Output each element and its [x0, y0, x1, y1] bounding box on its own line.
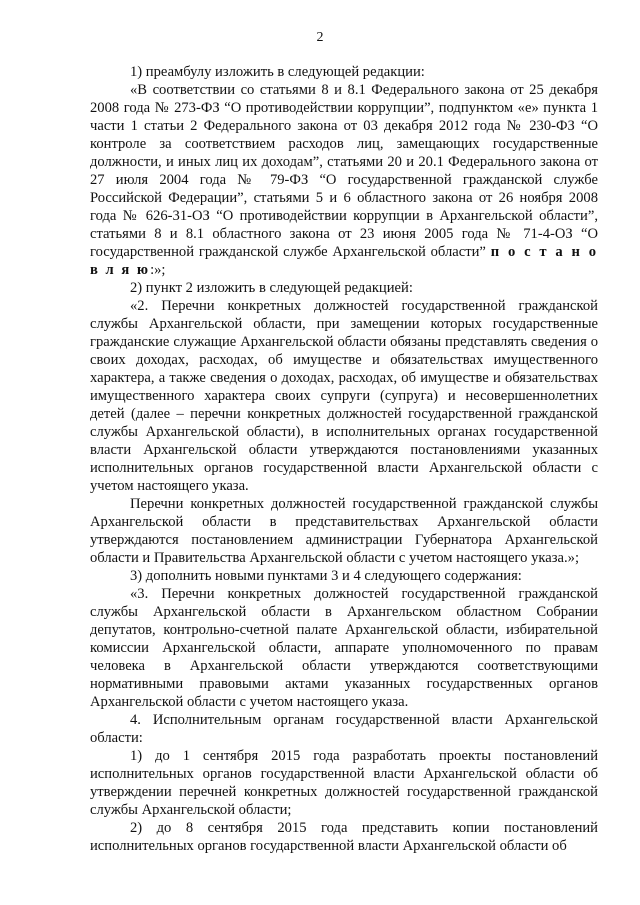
paragraph-9: 1) до 1 сентября 2015 года разработать проекты постановлений исполнительных органов государственной власти Архангельской области об утверждении перечней конкретных должностей государственной гражданской службы Архангельской области; — [90, 748, 598, 818]
decree-tail: :»; — [150, 262, 166, 278]
paragraph-3: 2) пункт 2 изложить в следующей редакцией: — [130, 280, 413, 296]
paragraph-7: «3. Перечни конкретных должностей государственной гражданской службы Архангельской области в Архангельском областном Собрании депутатов, контрольно-счетной палате Архангельской области, избирательной комиссии Архангельской области, аппарате уполномоченного по правам человека в Архангельской области утверждаются соответствующими нормативными правовыми актами указанных государственных органов Архангельской области с учетом настоящего указа. — [90, 586, 598, 710]
paragraph-1: 1) преамбулу изложить в следующей редакции: — [130, 64, 425, 80]
paragraph-4: «2. Перечни конкретных должностей государственной гражданской службы Архангельской области, при замещении которых государственные гражданские служащие Архангельской области обязаны представлять сведения о своих доходах, расходах, об имуществе и обязательствах имущественного характера, а также сведения о доходах, расходах, об имуществе и обязательствах имущественного характера своих супруги (супруга) и несовершеннолетних детей (далее – перечни конкретных должностей государственной гражданской службы Архангельской области), в исполнительных органах государственной власти Архангельской области утверждаются постановлениями указанных исполнительных органов государственной власти Архангельской области с учетом настоящего указа. — [90, 298, 598, 494]
document-body — [90, 63, 598, 855]
decree-word: п о с т а н о в л я ю — [90, 244, 599, 278]
page-number: 2 — [316, 30, 324, 45]
paragraph-10: 2) до 8 сентября 2015 года представить копии постановлений исполнительных органов государственной власти Архангельской области об — [90, 820, 598, 854]
paragraph-5: Перечни конкретных должностей государственной гражданской службы Архангельской области в представительствах Архангельской области утверждаются постановлением администрации Губернатора Архангельской области и Правительства Архангельской области с учетом настоящего указа.»; — [90, 496, 598, 566]
paragraph-8: 4. Исполнительным органам государственной власти Архангельской области: — [90, 712, 598, 746]
paragraph-6: 3) дополнить новыми пунктами 3 и 4 следующего содержания: — [130, 568, 522, 584]
preamble-text: «В соответствии со статьями 8 и 8.1 Федерального закона от 25 декабря 2008 года № 273-ФЗ “О противодействии коррупции”, подпунктом «е» пункта 1 части 1 статьи 2 Федерального закона от 03 декабря 2012 года № 230-ФЗ “О контроле за соответствием расходов лиц, замещающих государственные должности, и иных лиц их доходам”, статьями 20 и 20.1 Федерального закона от 27 июля 2004 года № 79-ФЗ “О государственной гражданской службе Российской Федерации”, статьями 5 и 6 областного закона от 26 ноября 2008 года № 626-31-ОЗ “О противодействии коррупции в Архангельской области”, статьями 8 и 8.1 областного закона от 23 июня 2005 года № 71-4-ОЗ “О государственной гражданской службе Архангельской области” — [90, 82, 598, 260]
paragraph-2 — [90, 81, 598, 279]
